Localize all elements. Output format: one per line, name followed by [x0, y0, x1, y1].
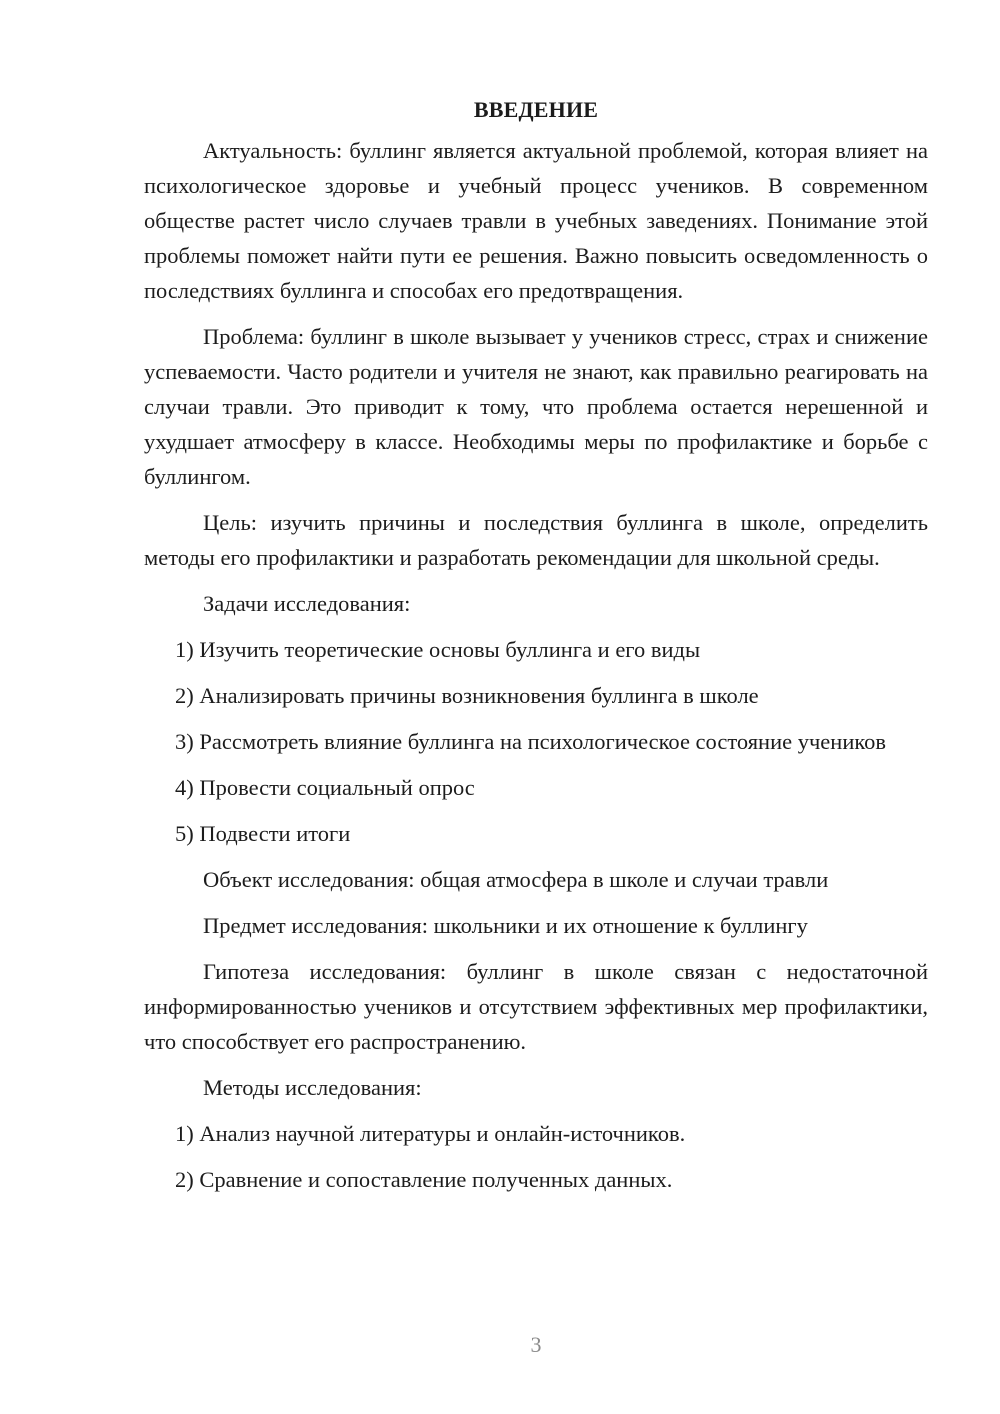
methods-title: Методы исследования: [203, 1075, 422, 1100]
tasks-title: Задачи исследования: [203, 591, 411, 616]
page-content [144, 92, 928, 1208]
goal-paragraph: Цель: изучить причины и последствия буллинга в школе, определить методы его профилактики и разработать рекомендации для школьной среды. [144, 510, 928, 570]
subject-paragraph: Предмет исследования: школьники и их отношение к буллингу [203, 913, 808, 938]
section-heading: ВВЕДЕНИЕ [473, 97, 599, 122]
task-item: 5) Подвести итоги [175, 821, 351, 846]
problem-paragraph: Проблема: буллинг в школе вызывает у учеников стресс, страх и снижение успеваемости. Часто родители и учителя не знают, как правильно реагировать на случаи травли. Это приводит к тому, что проблема остается нерешенной и ухудшает атмосферу в классе. Необходимы меры по профилактике и борьбе с буллингом. [144, 324, 928, 489]
method-item: 1) Анализ научной литературы и онлайн-источников. [175, 1121, 686, 1146]
task-item: 2) Анализировать причины возникновения буллинга в школе [175, 683, 759, 708]
relevance-paragraph: Актуальность: буллинг является актуальной проблемой, которая влияет на психологическое здоровье и учебный процесс учеников. В современном обществе растет число случаев травли в учебных заведениях. Понимание этой проблемы поможет найти пути ее решения. Важно повысить осведомленность о последствиях буллинга и способах его предотвращения. [144, 138, 928, 303]
hypothesis-paragraph: Гипотеза исследования: буллинг в школе связан с недостаточной информированностью учеников и отсутствием эффективных мер профилактики, что способствует его распространению. [144, 959, 928, 1054]
task-item: 4) Провести социальный опрос [175, 775, 475, 800]
task-item: 1) Изучить теоретические основы буллинга и его виды [175, 637, 701, 662]
method-item: 2) Сравнение и сопоставление полученных данных. [175, 1167, 673, 1192]
object-paragraph: Объект исследования: общая атмосфера в школе и случаи травли [203, 867, 829, 892]
page-number: 3 [530, 1332, 542, 1357]
task-item: 3) Рассмотреть влияние буллинга на психологическое состояние учеников [175, 729, 887, 754]
